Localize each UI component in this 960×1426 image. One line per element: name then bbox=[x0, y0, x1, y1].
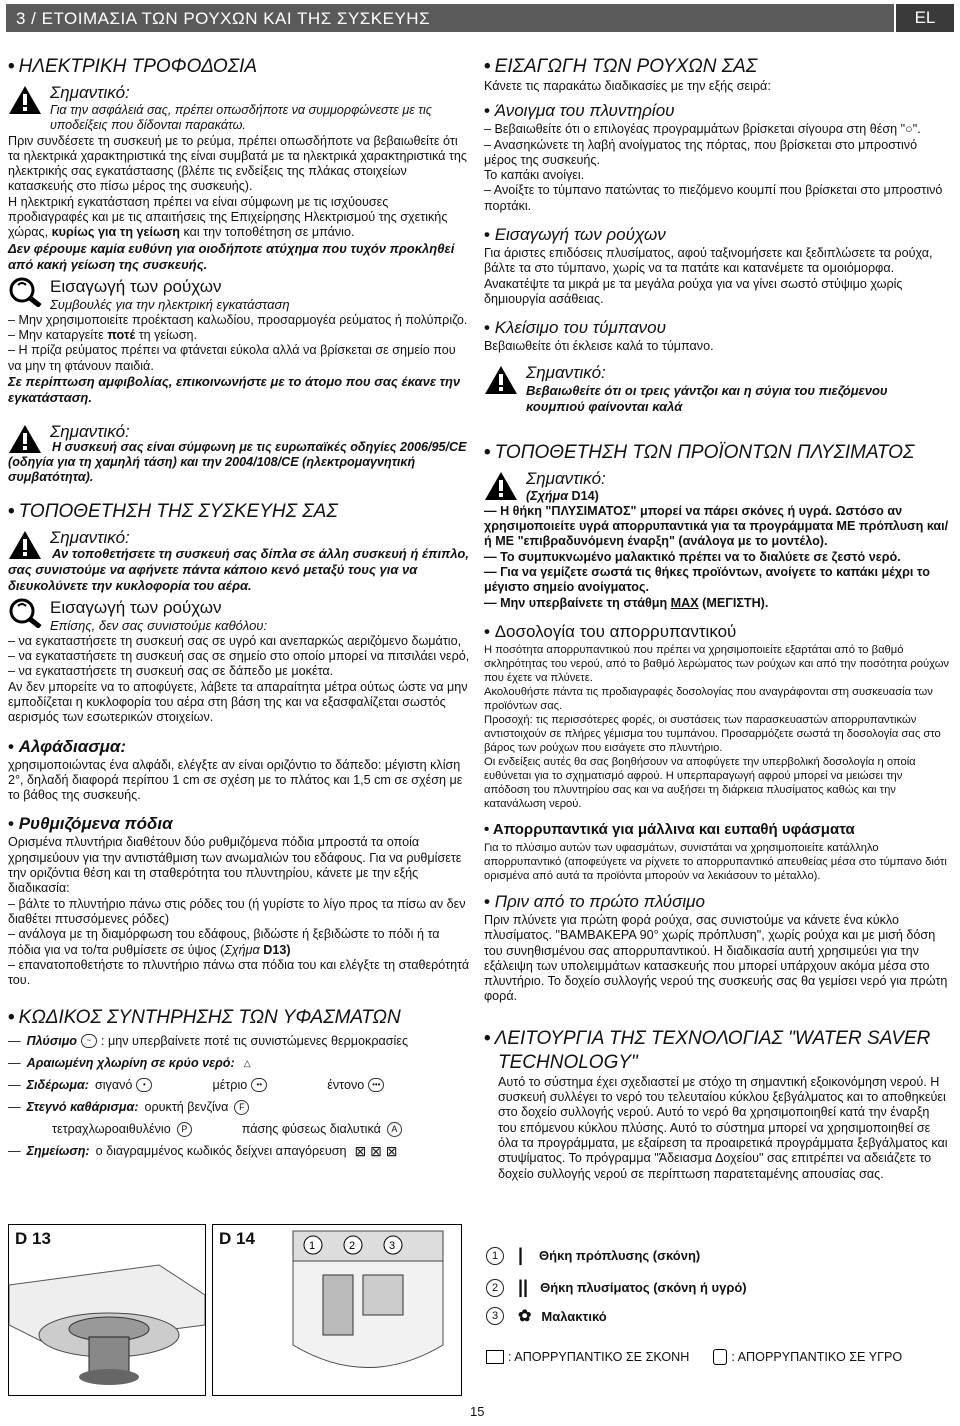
section-title-cont: TECHNOLOGY" bbox=[498, 1051, 638, 1073]
paragraph: – Μην καταργείτε ποτέ τη γείωση. bbox=[8, 327, 197, 342]
svg-text:2: 2 bbox=[349, 1240, 356, 1252]
note-title: Σημαντικό: bbox=[50, 83, 130, 102]
wash-icon: ~ bbox=[81, 1034, 97, 1048]
paragraph: — Το συμπυκνωμένο μαλακτικό πρέπει να το διαλύετε σε ζεστό νερό. bbox=[484, 549, 901, 564]
figure-label: D 14 bbox=[219, 1229, 255, 1248]
paragraph: – ανάλογα με τη διαμόρφωση του εδάφους, βιδώστε ή ξεβιδώστε το πόδι ή τα πόδια για να το/τα ρυθμίσετε σε ύψος (Σχήμα D13) bbox=[8, 927, 440, 957]
care-wash: — Πλύσιμο ~ : μην υπερβαίνετε ποτέ τις συνιστώμενες θερμοκρασίες bbox=[8, 1034, 409, 1049]
section-products: • ΤΟΠΟΘΕΤΗΣΗ ΤΩΝ ΠΡΟΪΟΝΤΩΝ ΠΛΥΣΙΜΑΤΟΣ bbox=[484, 441, 915, 463]
note-ref: (Σχήμα D14) bbox=[526, 488, 599, 503]
dryclean-p-icon: P bbox=[177, 1122, 192, 1137]
paragraph: Οι ενδείξεις αυτές θα σας βοηθήσουν να αποφύγετε την υπερβολική δοσολογία η οποία ευθύνεται για το σχηματισμό αφρού. Η υπερπαραγωγή αφρού μπορεί να μειώσει την απόδοση του πλυντηρίου σας και να αυξήσει τη διάρκεια πλυσίματος καθώς και την κατανάλωση νερού. bbox=[484, 755, 916, 810]
paragraph: χρησιμοποιώντας ένα αλφάδι, ελέγξτε αν είναι οριζόντιο το δάπεδο: μέγιστη κλίση 2°, δηλαδή διαφορά περίπου 1 cm σε σχέση με το πλάτος και 1,5 cm σε σχέση με το βάθος της συσκευής. bbox=[8, 757, 463, 803]
subsection-dosage: • Δοσολογία του απορρυπαντικού bbox=[484, 621, 737, 641]
iron-low-icon: • bbox=[136, 1078, 152, 1092]
note-title: Σημαντικό: bbox=[526, 362, 606, 382]
paragraph: Για το πλύσιμο αυτών των υφασμάτων, συνιστάται να χρησιμοποιείτε κατάλληλο απορρυπαντικό (αποφεύγετε να ρίχνετε το απορρυπαντικό απευθείας μέσα στο τύμπανο διότι ορισμένα από αυτά τα προϊόντα μπορούν να λεκιάσουν το μέταλλο). bbox=[484, 841, 947, 882]
warning-icon bbox=[8, 530, 42, 560]
care-bleach: — Αραιωμένη χλωρίνη σε κρύο νερό: △ bbox=[8, 1052, 472, 1074]
section-loading: • ΕΙΣΑΓΩΓΗ ΤΩΝ ΡΟΥΧΩΝ ΣΑΣ bbox=[484, 56, 758, 77]
paragraph: – να εγκαταστήσετε τη συσκευή σας σε υγρό και ανεπαρκώς αεριζόμενο δωμάτιο, bbox=[8, 633, 462, 648]
magnifier-icon bbox=[8, 598, 44, 628]
warning-icon bbox=[8, 424, 42, 454]
svg-text:3: 3 bbox=[389, 1240, 396, 1252]
magnifier-icon bbox=[8, 277, 44, 307]
paragraph: Αν δεν μπορείτε να το αποφύγετε, λάβετε τα απαραίτητα μέτρα ούτως ώστε να μην εμποδίζεται η κυκλοφορία του αέρα στη βάση της και να εξασφαλίζεται σωστός αερισμός των εσωτερικών στοιχείων. bbox=[8, 679, 468, 725]
warning-note bbox=[484, 363, 950, 415]
section-care-codes: • ΚΩΔΙΚΟΣ ΣΥΝΤΗΡΗΣΗΣ ΤΩΝ ΥΦΑΣΜΑΤΩΝ bbox=[8, 1007, 401, 1029]
section-title: ΚΩΔΙΚΟΣ ΣΥΝΤΗΡΗΣΗΣ ΤΩΝ ΥΦΑΣΜΑΤΩΝ bbox=[18, 1007, 401, 1029]
note-text: Η συσκευή σας είναι σύμφωνη με τις ευρωπαϊκές οδηγίες 2006/95/CE (οδηγία για τη χαμηλή τάση) και την 2004/108/CE (ηλεκτρομαγνητική συμβατότητα). bbox=[8, 439, 467, 485]
crossed-out-icons: ⊠ ⊠ ⊠ bbox=[354, 1143, 398, 1160]
paragraph: – Βεβαιωθείτε ότι ο επιλογέας προγραμμάτων βρίσκεται σίγουρα στη θέση "○". bbox=[484, 122, 921, 137]
left-column bbox=[8, 55, 472, 1162]
paragraph: Για άριστες επιδόσεις πλυσίματος, αφού ταξινομήσετε και ξεδιπλώσετε τα ρούχα, βάλτε τα στο τύμπανο, χωρίς να τα πατάτε και κατανέμετε τα ομοιόμορφα. Ανακατέψτε τα μικρά με τα μεγάλα ρούχα για να γίνει σωστό στύψιμο χωρίς δημιουργία ασάθειας. bbox=[484, 246, 933, 306]
subsection-wool: • Απορρυπαντικά για μάλλινα και ευπαθή υφάσματα bbox=[484, 820, 855, 838]
paragraph: Αυτό το σύστημα έχει σχεδιαστεί με στόχο τη σημαντική εξοικονόμηση νερού. Η συσκευή συλλέγει το νερό του τελευταίου κύκλου ξεβγάλματος και το αποθηκεύει στο δοχείο συλλογής νερού. Αυτό το νερό θα χρησιμοποιηθεί κατά την έναρξη του επόμενου κύκλου πλύσης. Αυτό το σύστημα μπορεί να χρησιμοποιηθεί σε όλα τα προγράμματα, με εξαίρεση τα προαιρετικά προγράμματα ξεβγάλματος και στυψίματος. Το πρόγραμμα "Άδειασμα Δοχείου" σας επιτρέπει να αδειάζετε το δοχείο συλλογής νερού σε περίπτωση παρατεταμένης απουσίας σας. bbox=[498, 1074, 948, 1181]
liability-note: Δεν φέρουμε καμία ευθύνη για οιοδήποτε ατύχημα που τυχόν προκληθεί από κακή γείωση της συσκευής. bbox=[8, 240, 455, 272]
paragraph: – Μην χρησιμοποιείτε προέκταση καλωδίου, προσαρμογέα ρεύματος ή πολύπριζο. bbox=[8, 312, 468, 327]
care-dryclean: — Στεγνό καθάρισμα: ορυκτή βενζίνα F bbox=[8, 1096, 472, 1118]
dryclean-f-icon: F bbox=[234, 1100, 249, 1115]
legend-item-prewash: 1 | Θήκη πρόπλυσης (σκόνη) bbox=[486, 1245, 700, 1266]
section-power: • ΗΛΕΚΤΡΙΚΗ ΤΡΟΦΟΔΟΣΙΑ bbox=[8, 56, 258, 77]
paragraph: — Η θήκη "ΠΛΥΣΙΜΑΤΟΣ" μπορεί να πάρει σκόνες ή υγρά. Ωστόσο αν χρησιμοποιείτε υγρά απορρυπαντικά για τα προγράμματα ΜΕ πρόπλυση και/ή ΜΕ "επιβραδυνόμενη έναρξη" (ανάλογα με το μοντέλο). bbox=[484, 503, 949, 549]
tip-title: Εισαγωγή των ρούχων bbox=[50, 597, 222, 617]
wash-compartment-icon: || bbox=[518, 1277, 529, 1297]
right-column bbox=[484, 55, 950, 1182]
warning-note bbox=[484, 469, 950, 504]
paragraph: — Για να γεμίζετε σωστά τις θήκες προϊόντων, ανοίγετε το καπάκι μέχρι το μέγιστο σημείο ανοίγματος. bbox=[484, 565, 930, 595]
note-text: Βεβαιωθείτε ότι οι τρεις γάντζοι και η σύγια του πιεζόμενου κουμπιού φαίνονται καλά bbox=[526, 382, 888, 414]
paragraph: – Ανασηκώνετε τη λαβή ανοίγματος της πόρτας, που βρίσκεται στο μπροστινό μέρος της συσκευής. bbox=[484, 137, 918, 167]
legend-detergents: : ΑΠΟΡΡΥΠΑΝΤΙΚΟ ΣΕ ΣΚΟΝΗ : ΑΠΟΡΡΥΠΑΝΤΙΚΟ ΣΕ ΥΓΡΟ bbox=[486, 1349, 902, 1365]
care-note: — Σημείωση: ο διαγραμμένος κωδικός δείχνει απαγόρευση ⊠ ⊠ ⊠ bbox=[8, 1140, 472, 1162]
warning-icon bbox=[484, 471, 518, 501]
section-title: ΤΟΠΟΘΕΤΗΣΗ ΤΩΝ ΠΡΟΪΟΝΤΩΝ ΠΛΥΣΙΜΑΤΟΣ bbox=[494, 441, 915, 463]
softener-icon: ✿ bbox=[518, 1308, 532, 1325]
subsection-load: • Εισαγωγή των ρούχων bbox=[484, 225, 666, 245]
svg-text:1: 1 bbox=[309, 1240, 316, 1252]
paragraph: – να εγκαταστήσετε τη συσκευή σας σε δάπεδο με μοκέτα. bbox=[8, 664, 334, 679]
tip-subtitle: Συμβουλές για την ηλεκτρική εγκατάσταση bbox=[50, 296, 290, 312]
tip-box bbox=[8, 598, 472, 634]
note-text: Αν τοποθετήσετε τη συσκευή σας δίπλα σε άλλη συσκευή ή έπιπλο, σας συνιστούμε να αφήνετε πάντα κάποιο κενό μεταξύ τους για να διευκολύνετε την κυκλοφορία του αέρα. bbox=[8, 545, 469, 593]
section-title: ΛΕΙΤΟΥΡΓΙΑ ΤΗΣ ΤΕΧΝΟΛΟΓΙΑΣ "WATER SAVER bbox=[494, 1027, 931, 1049]
section-title: ΤΟΠΟΘΕΤΗΣΗ ΤΗΣ ΣΥΣΚΕΥΗΣ ΣΑΣ bbox=[18, 500, 338, 522]
paragraph: Το καπάκι ανοίγει. bbox=[484, 168, 585, 183]
prewash-icon: | bbox=[518, 1245, 524, 1265]
legend-item-wash: 2 || Θήκη πλυσίματος (σκόνη ή υγρό) bbox=[486, 1277, 747, 1298]
subsection-leveling: • Αλφάδιασμα: bbox=[8, 736, 127, 756]
section-placement: • ΤΟΠΟΘΕΤΗΣΗ ΤΗΣ ΣΥΣΚΕΥΗΣ ΣΑΣ bbox=[8, 500, 338, 522]
subsection-first-wash: • Πριν από το πρώτο πλύσιμο bbox=[484, 891, 705, 911]
note-text: Για την ασφάλειά σας, πρέπει οπωσδήποτε να συμμορφώνεστε με τις υποδείξεις που δίδονται παρακάτω. bbox=[50, 103, 432, 133]
paragraph: – Η πρίζα ρεύματος πρέπει να φτάνεται εύκολα αλλά να βρίσκεται σε σημείο που να μην τη φτάνουν παιδιά. bbox=[8, 343, 456, 373]
paragraph: – επανατοποθετήστε το πλυντήριο πάνω στα πόδια του και ελέγξτε τη σταθερότητά του. bbox=[8, 957, 470, 988]
iron-high-icon: ••• bbox=[368, 1078, 384, 1092]
paragraph: Ορισμένα πλυντήρια διαθέτουν δύο ρυθμιζόμενα πόδια μπροστά τα οποία χρησιμεύουν για την αντιστάθμιση των ανωμαλιών του εδάφους. Για να ρυθμίσετε την οριζόντια θέση και τη σταθερότητα του πλυντηρίου, κάνετε με την εξής διαδικασία: bbox=[8, 835, 462, 896]
subsection-feet: • Ρυθμιζόμενα πόδια bbox=[8, 814, 173, 834]
powder-detergent-icon bbox=[486, 1350, 504, 1364]
figure-d14 bbox=[212, 1224, 462, 1396]
note-title: Σημαντικό: bbox=[50, 527, 130, 547]
paragraph: — Μην υπερβαίνετε τη στάθμη ΜΑΧ (ΜΕΓΙΣΤΗ). bbox=[484, 595, 769, 610]
iron-medium-icon: •• bbox=[251, 1078, 267, 1092]
warning-note bbox=[8, 83, 472, 134]
tip-title: Εισαγωγή των ρούχων bbox=[50, 276, 222, 296]
subsection-close: • Κλείσιμο του τύμπανου bbox=[484, 318, 666, 338]
page-header bbox=[6, 4, 954, 32]
paragraph: Βεβαιωθείτε ότι έκλεισε καλά το τύμπανο. bbox=[484, 339, 714, 354]
paragraph: – Ανοίξτε το τύμπανο πατώντας το πιεζόμενο κουμπί που βρίσκεται στο μπροστινό πορτάκι. bbox=[484, 183, 943, 213]
paragraph: Πριν πλύνετε για πρώτη φορά ρούχα, σας συνιστούμε να κάνετε ένα κύκλο πλυσίματος. "ΒΑΜΒΑΚΕΡΑ 90° χωρίς πρόπλυση", χωρίς ρούχα και με μισή δόση του συνηθισμένου σας απορρυπαντικού. Η διαδικασία αυτή χρησιμεύει για την εξάλειψη των υπολειμμάτων κατασκευής που μπορεί υπάρχουν ακόμα μέσα στο πλυντήριο. Το δοχείο συλλογής νερού της συσκευής σας θα γεμίσει νερό για πρώτη φορά. bbox=[484, 912, 948, 1004]
tip-box bbox=[8, 277, 472, 313]
page-number: 15 bbox=[470, 1404, 485, 1419]
section-water-saver: • ΛΕΙΤΟΥΡΓΙΑ ΤΗΣ ΤΕΧΝΟΛΟΓΙΑΣ "WATER SAVER bbox=[484, 1027, 931, 1049]
detergent-drawer-drawing bbox=[213, 1225, 461, 1395]
care-dryclean-2: τετραχλωροαιθυλένιο P πάσης φύσεως διαλυτικά A bbox=[8, 1118, 472, 1140]
contact-note: Σε περίπτωση αμφιβολίας, επικοινωνήστε με το άτομο που σας έκανε την εγκατάσταση. bbox=[8, 373, 461, 405]
section-title: ΕΙΣΑΓΩΓΗ ΤΩΝ ΡΟΥΧΩΝ ΣΑΣ bbox=[494, 56, 758, 77]
figure-d13 bbox=[8, 1224, 206, 1396]
care-iron: — Σιδέρωμα: σιγανό • μέτριο •• έντονο ••• bbox=[8, 1074, 472, 1096]
subsection-title: Ρυθμιζόμενα πόδια bbox=[18, 814, 173, 834]
paragraph: Ακολουθήστε πάντα τις προδιαγραφές δοσολογίας που αναγράφονται στη συσκευασία των προϊόντων σας. bbox=[484, 685, 933, 712]
paragraph: Πριν συνδέσετε τη συσκευή με το ρεύμα, πρέπει οπωσδήποτε να βεβαιωθείτε ότι τα ηλεκτρικά χαρακτηριστικά της είναι συμβατά με τα ηλεκτρικά χαρακτηριστικά της ηλεκτρικής σας εγκατάστασης (βλέπε τις ενδείξεις της πλάκας στοιχείων κατασκευής στο πίσω μέρος της συσκευής). bbox=[8, 133, 467, 194]
warning-icon bbox=[484, 365, 518, 395]
note-title: Σημαντικό: bbox=[50, 421, 130, 441]
liquid-detergent-icon bbox=[713, 1349, 727, 1365]
paragraph: Η ποσότητα απορρυπαντικού που πρέπει να χρησιμοποιείτε εξαρτάται από το βαθμό σκληρότητας του νερού, από το βαθμό λερώματος των ρούχων και από την ποσότητα ρούχων που έχετε να πλύνετε. bbox=[484, 643, 950, 684]
subsection-open: • Άνοιγμα του πλυντηρίου bbox=[484, 101, 675, 121]
warning-icon bbox=[8, 85, 42, 115]
figure-label: D 13 bbox=[15, 1229, 51, 1248]
bleach-icon: △ bbox=[243, 1057, 251, 1068]
adjustable-foot-drawing bbox=[9, 1225, 205, 1395]
dryclean-a-icon: A bbox=[387, 1122, 402, 1137]
legend-item-softener: 3 ✿ Μαλακτικό bbox=[486, 1306, 607, 1326]
paragraph: Προσοχή: τις περισσότερες φορές, οι συστάσεις των παρασκευαστών απορρυπαντικών αντιστοιχούν σε πλήρες γέμισμα του τυμπάνου. Προσαρμόζετε σωστά τη δοσολογία σας στο βάρος των ρούχων που εισάγετε στο πλυντήριο. bbox=[484, 713, 941, 754]
page-header-title: 3 / ΕΤΟΙΜΑΣΙΑ ΤΩΝ ΡΟΥΧΩΝ ΚΑΙ ΤΗΣ ΣΥΣΚΕΥΗΣ bbox=[16, 9, 431, 28]
paragraph: Η ηλεκτρική εγκατάσταση πρέπει να είναι σύμφωνη με τις ισχύουσες προδιαγραφές και με τις απαιτήσεις της Επιχείρησης Ηλεκτρισμού της σχετικής χώρας, κυρίως για τη γείωση και την τοποθέτηση σε μπάνιο. bbox=[8, 194, 448, 240]
paragraph: – να εγκαταστήσετε τη συσκευή σας σε σημείο στο οποίο μπορεί να πιτσιλάει νερό, bbox=[8, 649, 470, 664]
note-title: Σημαντικό: bbox=[526, 468, 606, 488]
section-title: ΗΛΕΚΤΡΙΚΗ ΤΡΟΦΟΔΟΣΙΑ bbox=[18, 56, 258, 77]
language-code: EL bbox=[894, 4, 954, 32]
subsection-title: Αλφάδιασμα: bbox=[18, 736, 127, 756]
tip-subtitle: Επίσης, δεν σας συνιστούμε καθόλου: bbox=[50, 617, 268, 633]
paragraph: – βάλτε το πλυντήριο πάνω στις ρόδες του (ή γυρίστε το λίγο προς τα πίσω αν δεν διαθέτει πτυσσόμενες ρόδες) bbox=[8, 896, 466, 926]
paragraph: Κάνετε τις παρακάτω διαδικασίες με την εξής σειρά: bbox=[484, 79, 771, 93]
